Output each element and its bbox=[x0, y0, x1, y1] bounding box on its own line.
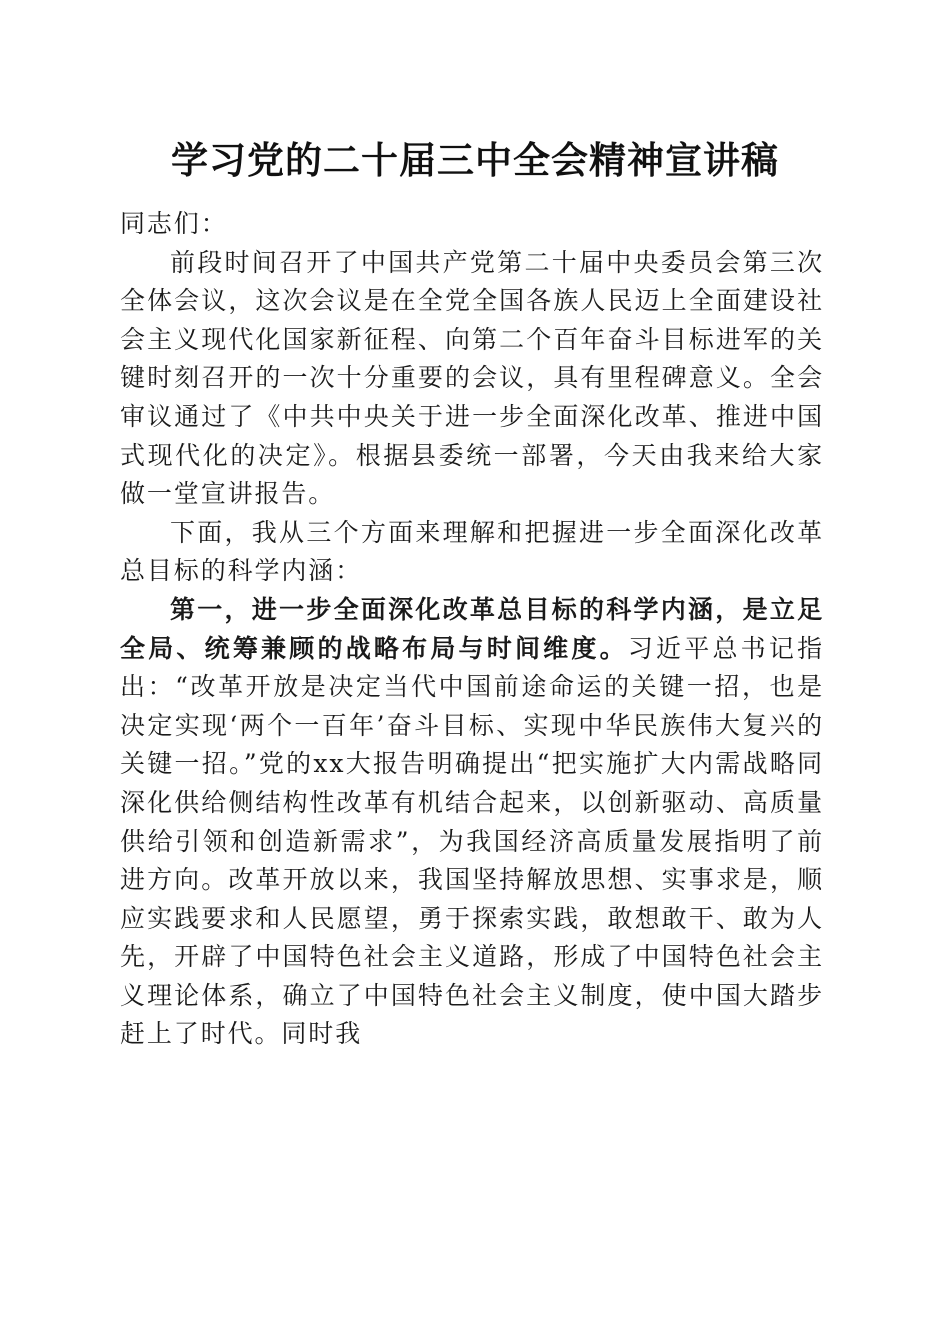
paragraph-overview: 下面，我从三个方面来理解和把握进一步全面深化改革总目标的科学内涵： bbox=[120, 517, 824, 586]
document-body bbox=[120, 205, 824, 1054]
paragraph-point-one bbox=[120, 591, 824, 1054]
paragraph-intro: 前段时间召开了中国共产党第二十届中央委员会第三次全体会议，这次会议是在全党全国各族人民迈上全面建设社会主义现代化国家新征程、向第二个百年奋斗目标进军的关键时刻召开的一次十分重要的会议，具有里程碑意义。全会审议通过了《中共中央关于进一步全面深化改革、推进中国式现代化的决定》。根据县委统一部署，今天由我来给大家做一堂宣讲报告。 bbox=[120, 247, 824, 509]
document-title: 学习党的二十届三中全会精神宣讲稿 bbox=[171, 138, 779, 182]
point-one-heading: 第一，进一步全面深化改革总目标的科学内涵，是立足全局、统筹兼顾的战略布局与时间维度。 bbox=[120, 594, 824, 663]
salutation: 同志们： bbox=[120, 209, 228, 238]
point-one-text: 习近平总书记指出：“改革开放是决定当代中国前途命运的关键一招，也是决定实现‘两个一百年’奋斗目标、实现中华民族伟大复兴的关键一招。”党的xx大报告明确提出“把实施扩大内需战略同深化供给侧结构性改革有机结合起来，以创新驱动、高质量供给引领和创造新需求”，为我国经济高质量发展指明了前进方向。改革开放以来，我国坚持解放思想、实事求是，顺应实践要求和人民愿望，勇于探索实践，敢想敢干、敢为人先，开辟了中国特色社会主义道路，形成了中国特色社会主义理论体系，确立了中国特色社会主义制度，使中国大踏步赶上了时代。同时我 bbox=[120, 633, 824, 1049]
